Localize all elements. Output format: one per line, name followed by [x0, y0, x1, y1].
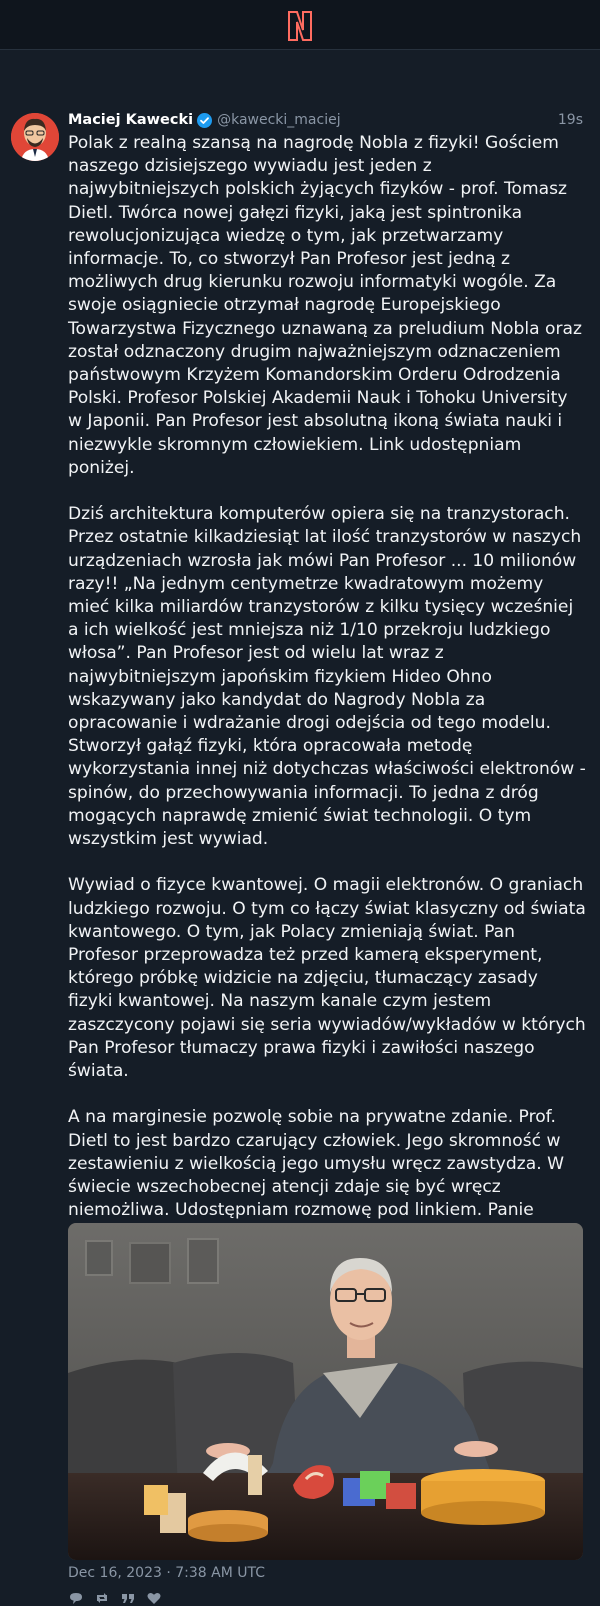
- avatar[interactable]: [11, 113, 59, 161]
- tweet-time[interactable]: 19s: [557, 112, 583, 128]
- quote-icon[interactable]: [120, 1590, 136, 1606]
- tweet-content: [68, 132, 586, 1292]
- heart-icon[interactable]: [146, 1590, 162, 1606]
- comment-icon[interactable]: [68, 1590, 84, 1606]
- tweet-stats: [68, 1590, 162, 1606]
- author-fullname[interactable]: Maciej Kawecki: [68, 112, 194, 128]
- tweet-date[interactable]: Dec 16, 2023 · 7:38 AM UTC: [68, 1565, 265, 1581]
- tweet-paragraph: A na marginesie pozwolę sobie na prywatne zdanie. Prof. Dietl to jest bardzo czarujący człowiek. Jego skromność w zestawieniu z wielkością jego umysłu wręcz zawstydza. W świecie wszechobecnej atencji zdaje się być wręcz niemożliwa. Udostępniam rozmowę pod linkiem. Panie: [68, 1107, 564, 1221]
- author-username[interactable]: @kawecki_maciej: [217, 112, 341, 128]
- tweet-header: [68, 109, 583, 131]
- tweet-paragraph: Polak z realną szansą na nagrodę Nobla z fizyki! Gościem naszego dzisiejszego wywiadu jest jeden z najwybitniejszych polskich żyjących fizyków - prof. Tomasz Dietl. Twórca nowej gałęzi fizyki, jaką jest spintronika rewolucjonizująca wiedzę o tym, jak przetwarzamy informacje. To, co stworzył Pan Profesor jest jedną z możliwych drug kierunku rozwoju informatyki wogóle. Za swoje osiągniecie otrzymał nagrodę Europejskiego Towarzystwa Fizycznego uznawaną za preludium Nobla oraz został odznaczony drugim najważniejszym odznaczeniem państwowym Krzyżem Komandorskim Orderu Odrodzenia Polski. Profesor Polskiej Akademii Nauk i Tohoku University w Japonii. Pan Profesor jest absolutną ikoną świata nauki i niezwykle skromnym człowiekiem. Link udostępniam poniżej.: [68, 133, 582, 478]
- retweet-icon[interactable]: [94, 1590, 110, 1606]
- tweet-paragraph: Wywiad o fizyce kwantowej. O magii elektronów. O graniach ludzkiego rozwoju. O tym co łączy świat klasyczny od świata kwantowego. O tym, jak Polacy zmieniają świat. Pan Profesor przeprowadza też przed kamerą eksperyment, którego próbkę widzicie na zdjęciu, tłumaczący zasady fizyki kwantowej. Na naszym kanale czym jestem zaszczycony pojawi się seria wywiadów/wykładów w których Pan Profesor tłumaczy prawa fizyki i zawiłości naszego świata.: [68, 875, 586, 1082]
- nitter-logo-icon[interactable]: [285, 8, 315, 42]
- tweet-paragraph: Dziś architektura komputerów opiera się na tranzystorach. Przez ostatnie kilkadziesiąt lat ilość tranzystorów w naszych urządzeniach wzrosła jak mówi Pan Profesor ... 10 milionów razy!! „Na jednym centymetrze kwadratowym możemy mieć kilka miliardów tranzystorów z kilku tysięcy wcześniej a ich wielkość jest mniejsza niż 1/10 przekroju ludzkiego włosa”. Pan Profesor jest od wielu lat wraz z najwybitniejszym japońskim fizykiem Hideo Ohno wskazywany jako kandydat do Nagrody Nobla za opracowanie i wdrażanie drogi odejścia od tego modelu. Stworzył gałąź fizyki, która opracowała metodę wykorzystania innej niż dotychczas właściwości elektronów - spinów, do przechowywania informacji. To jedna z dróg mogących naprawdę zmienić świat technologii. O tym wszystkim jest wywiad.: [68, 504, 586, 850]
- top-navigation-bar: [0, 0, 600, 50]
- verified-badge-icon: [197, 113, 212, 128]
- tweet-image[interactable]: [68, 1223, 583, 1560]
